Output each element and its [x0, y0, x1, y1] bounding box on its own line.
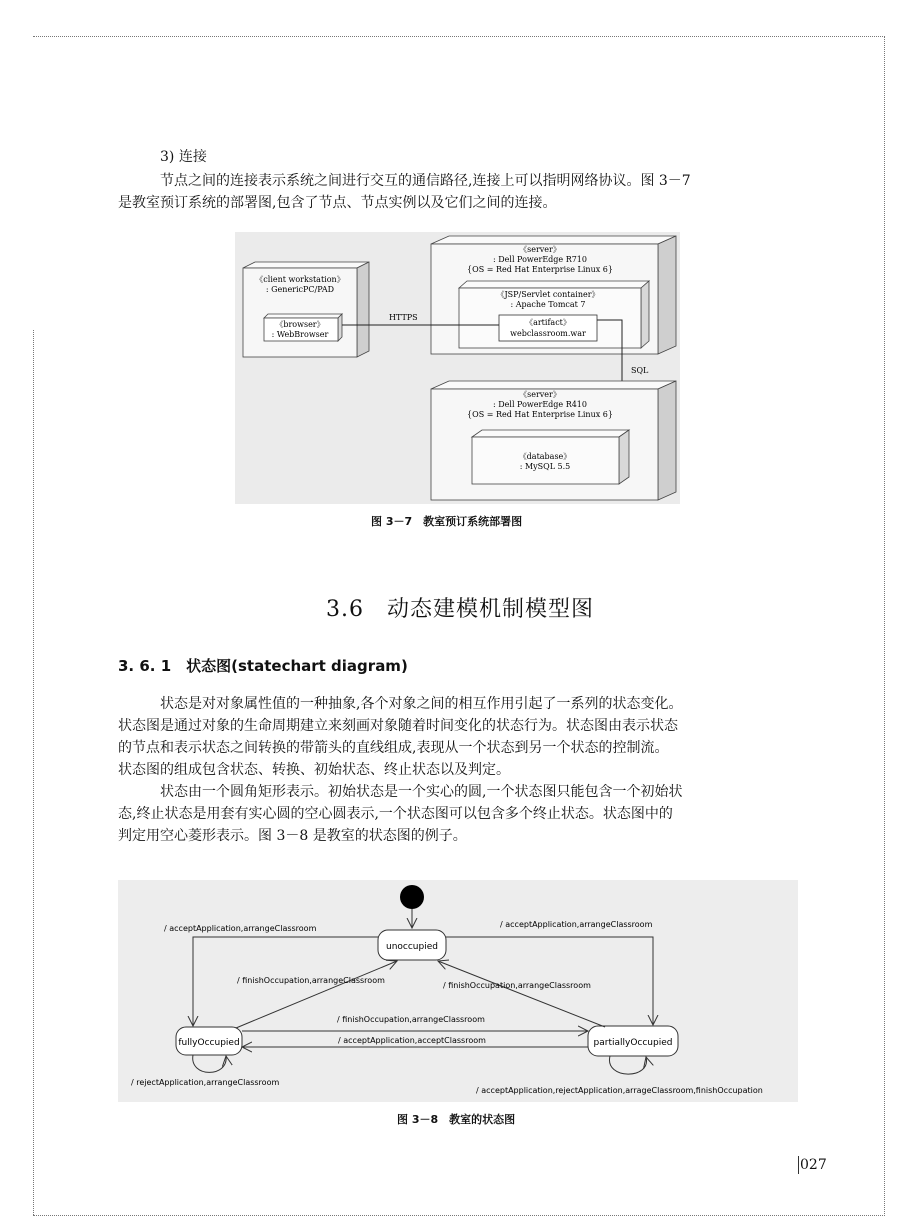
server1-os: {OS = Red Hat Enterprise Linux 6}	[467, 265, 613, 274]
transition-label: / acceptApplication,acceptClassroom	[338, 1036, 486, 1045]
https-label: HTTPS	[389, 313, 418, 322]
transition-label: / acceptApplication,arrangeClassroom	[500, 920, 653, 929]
item-heading: 3) 连接	[160, 149, 207, 165]
paragraph-line: 状态图的组成包含状态、转换、初始状态、终止状态以及判定。	[118, 762, 510, 778]
server2-os: {OS = Red Hat Enterprise Linux 6}	[467, 410, 613, 419]
section-title: 3.6 动态建模机制模型图	[326, 597, 594, 622]
transition-label: / finishOccupation,arrangeClassroom	[237, 976, 385, 985]
statechart-diagram	[118, 880, 798, 1102]
server2-node	[431, 381, 676, 500]
server2-stereotype: 《server》	[519, 390, 561, 399]
transition-label: / rejectApplication,arrangeClassroom	[131, 1078, 280, 1087]
server1-name: : Dell PowerEdge R710	[493, 255, 587, 264]
page-border-left	[33, 330, 34, 1215]
initial-state	[400, 885, 424, 909]
client-stereotype: 《client workstation》	[255, 275, 345, 284]
transition-label: / acceptApplication,arrangeClassroom	[164, 924, 317, 933]
container-stereotype: 《JSP/Servlet container》	[496, 290, 600, 299]
paragraph-line: 的节点和表示状态之间转换的带箭头的直线组成,表现从一个状态到另一个状态的控制流。	[118, 740, 669, 756]
browser-name: : WebBrowser	[271, 330, 329, 339]
db-name: : MySQL 5.5	[519, 462, 571, 471]
paragraph-line: 判定用空心菱形表示。图 3－8 是教室的状态图的例子。	[118, 828, 467, 844]
client-node	[243, 262, 369, 357]
transition-label: / finishOccupation,arrangeClassroom	[337, 1015, 485, 1024]
artifact-name: webclassroom.war	[510, 329, 586, 338]
client-name: : GenericPC/PAD	[265, 285, 335, 294]
paragraph-line: 态,终止状态是用套有实心圆的空心圆表示,一个状态图可以包含多个终止状态。状态图中的	[118, 806, 673, 822]
state-unoccupied-label: unoccupied	[386, 942, 438, 952]
deployment-diagram	[235, 232, 680, 504]
transition-label: / acceptApplication,rejectApplication,arrageClassroom,finishOccupation	[476, 1086, 763, 1095]
subsection-title: 3. 6. 1 状态图(statechart diagram)	[118, 657, 408, 675]
paragraph-line: 状态由一个圆角矩形表示。初始状态是一个实心的圆,一个状态图只能包含一个初始状	[160, 784, 683, 800]
transition-label: / finishOccupation,arrangeClassroom	[443, 981, 591, 990]
artifact-stereotype: 《artifact》	[525, 318, 571, 327]
state-fully-label: fullyOccupied	[178, 1038, 240, 1048]
paragraph-line: 状态图是通过对象的生命周期建立来刻画对象随着时间变化的状态行为。状态图由表示状态	[118, 718, 678, 734]
sql-label: SQL	[631, 366, 649, 375]
server1-stereotype: 《server》	[519, 245, 561, 254]
figure-caption: 图 3－7 教室预订系统部署图	[371, 515, 523, 528]
server1-node	[431, 236, 676, 354]
paragraph-line: 状态是对对象属性值的一种抽象,各个对象之间的相互作用引起了一系列的状态变化。	[160, 696, 683, 712]
page-number: 027	[800, 1157, 827, 1173]
state-partially-label: partiallyOccupied	[593, 1038, 673, 1048]
page-number-bar	[798, 1156, 799, 1174]
db-stereotype: 《database》	[518, 452, 572, 461]
paragraph-line: 节点之间的连接表示系统之间进行交互的通信路径,连接上可以指明网络协议。图 3－7	[160, 173, 691, 189]
container-name: : Apache Tomcat 7	[510, 300, 586, 309]
figure-caption: 图 3－8 教室的状态图	[397, 1113, 516, 1126]
paragraph-line: 是教室预订系统的部署图,包含了节点、节点实例以及它们之间的连接。	[118, 195, 557, 211]
server2-name: : Dell PowerEdge R410	[493, 400, 587, 409]
browser-stereotype: 《browser》	[275, 320, 325, 329]
